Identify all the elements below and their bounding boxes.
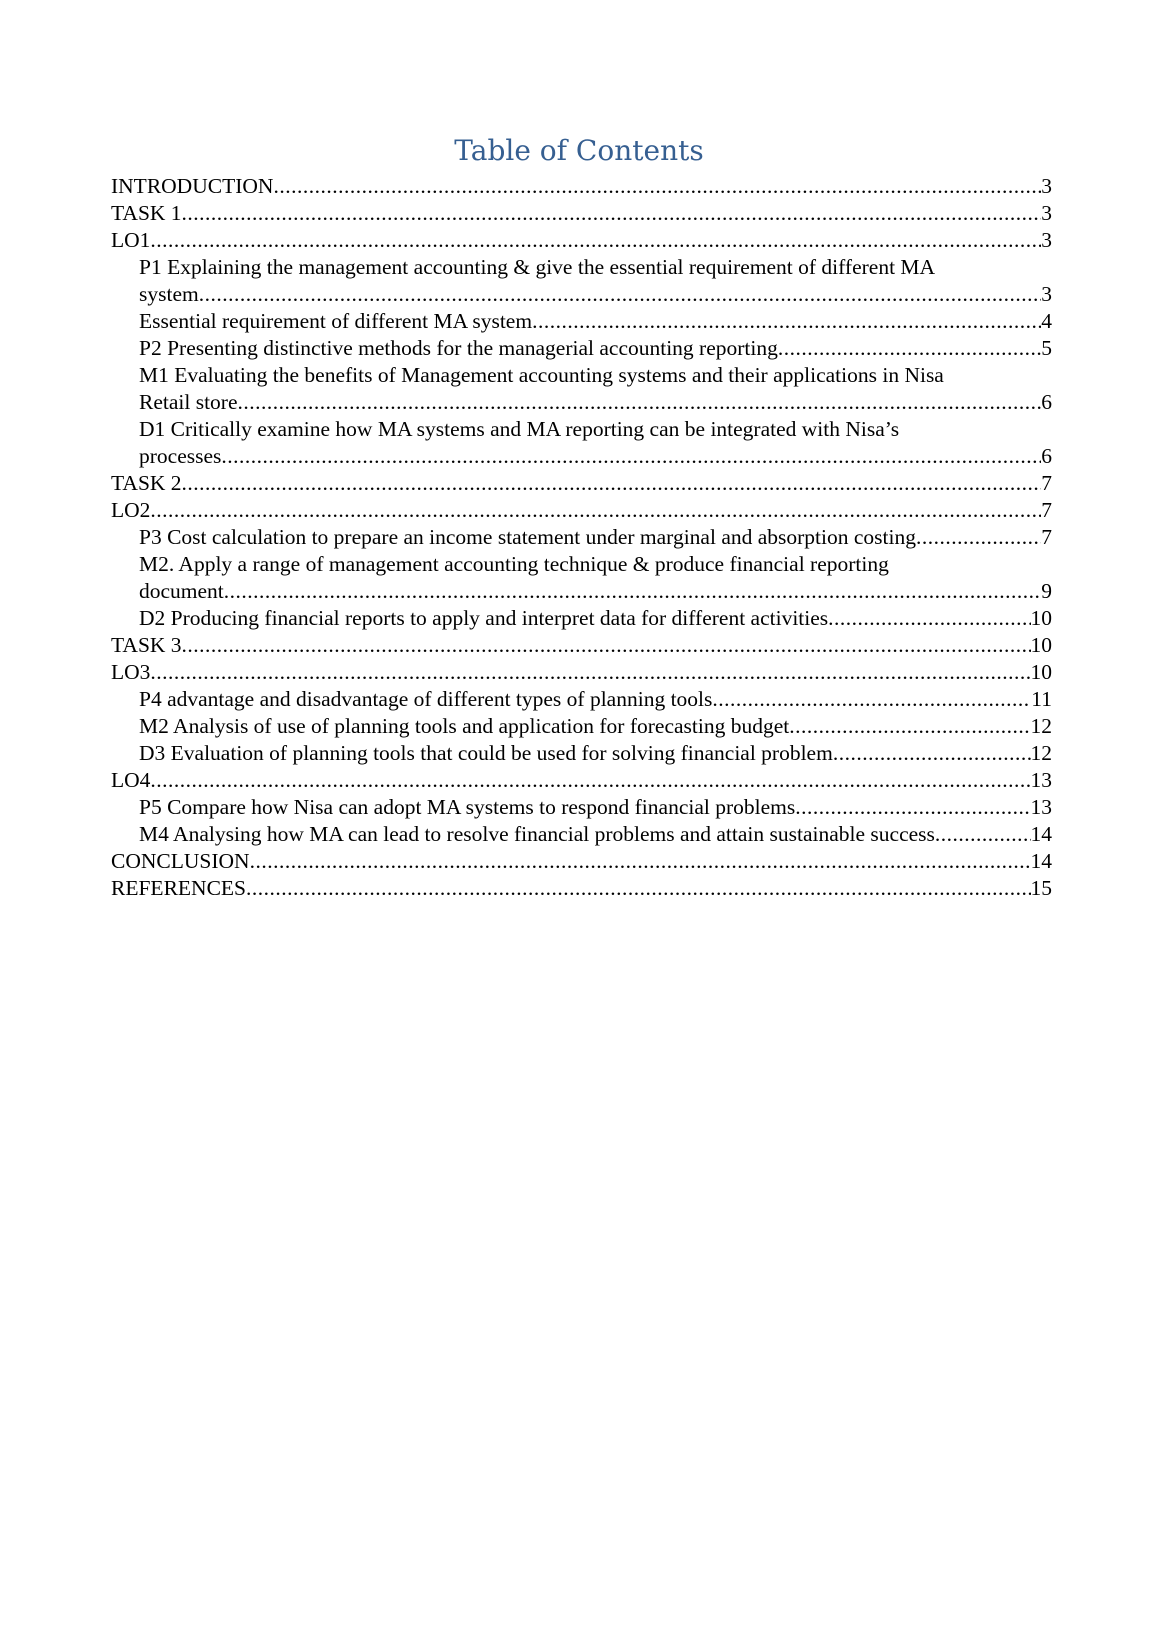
toc-title: Table of Contents — [454, 134, 704, 167]
toc-page-number: 3 — [1041, 282, 1052, 306]
toc-entry-text: TASK 1 — [111, 201, 182, 225]
toc-page-number: 10 — [1030, 606, 1052, 630]
toc-page-number: 13 — [1030, 795, 1052, 819]
toc-entry-text: system — [139, 282, 199, 306]
toc-entry[interactable] — [111, 632, 1052, 659]
toc-entry[interactable] — [111, 551, 1052, 605]
toc-entry[interactable] — [111, 821, 1052, 848]
toc-dot-leader — [150, 767, 1030, 794]
toc-page-number: 15 — [1030, 876, 1052, 900]
toc-entry-text: M4 Analysing how MA can lead to resolve financial problems and attain sustainable success — [139, 822, 935, 846]
toc-entry-text-line1: P1 Explaining the management accounting & give the essential requirement of different MA — [139, 255, 936, 279]
toc-dot-leader — [532, 308, 1041, 335]
toc-entry-text-line1: D1 Critically examine how MA systems and MA reporting can be integrated with Nisa’s — [139, 417, 900, 441]
toc-page-number: 9 — [1041, 579, 1052, 603]
toc-dot-leader — [712, 686, 1031, 713]
toc-page-number: 6 — [1041, 444, 1052, 468]
toc-dot-leader — [250, 848, 1031, 875]
toc-entry-text: LO1 — [111, 228, 151, 252]
toc-page-number: 7 — [1041, 498, 1052, 522]
toc-dot-leader — [795, 794, 1030, 821]
toc-dot-leader — [246, 875, 1031, 902]
toc-entry[interactable] — [111, 254, 1052, 308]
toc-entry-text: D2 Producing financial reports to apply and interpret data for different activities — [139, 606, 829, 630]
toc-entry[interactable] — [111, 308, 1052, 335]
toc-page-number: 10 — [1030, 633, 1052, 657]
toc-page-number: 11 — [1031, 687, 1052, 711]
toc-entry[interactable] — [111, 713, 1052, 740]
toc-page-number: 3 — [1041, 228, 1052, 252]
toc-page-number: 7 — [1041, 471, 1052, 495]
toc-entry-text: P3 Cost calculation to prepare an income statement under marginal and absorption costing — [139, 525, 916, 549]
toc-entry[interactable] — [111, 470, 1052, 497]
toc-dot-leader — [778, 335, 1041, 362]
toc-page-number: 10 — [1030, 660, 1052, 684]
toc-entry[interactable] — [111, 335, 1052, 362]
toc-list — [111, 173, 1052, 902]
toc-entry[interactable] — [111, 524, 1052, 551]
toc-entry-text: D3 Evaluation of planning tools that could be used for solving financial problem — [139, 741, 833, 765]
toc-page-number: 3 — [1041, 201, 1052, 225]
toc-entry[interactable] — [111, 605, 1052, 632]
toc-dot-leader — [182, 470, 1042, 497]
toc-page-number: 12 — [1030, 714, 1052, 738]
toc-entry[interactable] — [111, 173, 1052, 200]
toc-dot-leader — [150, 659, 1030, 686]
toc-entry-text: INTRODUCTION — [111, 174, 274, 198]
toc-page-number: 3 — [1041, 174, 1052, 198]
toc-entry[interactable] — [111, 227, 1052, 254]
toc-entry[interactable] — [111, 740, 1052, 767]
toc-entry-text: TASK 3 — [111, 633, 182, 657]
toc-entry[interactable] — [111, 497, 1052, 524]
toc-entry-text: Retail store — [139, 390, 238, 414]
toc-page-number: 5 — [1041, 336, 1052, 360]
toc-dot-leader — [828, 605, 1030, 632]
toc-dot-leader — [150, 497, 1041, 524]
toc-dot-leader — [221, 443, 1041, 470]
toc-entry-text: M2 Analysis of use of planning tools and application for forecasting budget — [139, 714, 790, 738]
toc-dot-leader — [789, 713, 1030, 740]
toc-entry-text: LO4 — [111, 768, 151, 792]
toc-dot-leader — [238, 389, 1042, 416]
toc-entry[interactable] — [111, 362, 1052, 416]
toc-entry-text: P4 advantage and disadvantage of different types of planning tools — [139, 687, 713, 711]
toc-entry[interactable] — [111, 686, 1052, 713]
toc-entry-text: P5 Compare how Nisa can adopt MA systems to respond financial problems — [139, 795, 796, 819]
toc-entry-text: CONCLUSION — [111, 849, 250, 873]
toc-page-number: 12 — [1030, 741, 1052, 765]
toc-entry-text: document — [139, 579, 224, 603]
toc-entry-text: LO2 — [111, 498, 151, 522]
toc-entry-text-line1: M2. Apply a range of management accounting technique & produce financial reporting — [139, 552, 889, 576]
toc-entry-text-line1: M1 Evaluating the benefits of Management accounting systems and their applications in Nisa — [139, 363, 944, 387]
toc-page-number: 14 — [1030, 822, 1052, 846]
toc-page-number: 6 — [1041, 390, 1052, 414]
toc-entry[interactable] — [111, 200, 1052, 227]
toc-entry-text: Essential requirement of different MA system — [139, 309, 533, 333]
toc-entry-text: P2 Presenting distinctive methods for the managerial accounting reporting — [139, 336, 778, 360]
toc-dot-leader — [150, 227, 1041, 254]
toc-page-number: 13 — [1030, 768, 1052, 792]
toc-dot-leader — [916, 524, 1041, 551]
toc-dot-leader — [833, 740, 1031, 767]
toc-entry-text: TASK 2 — [111, 471, 182, 495]
toc-entry[interactable] — [111, 848, 1052, 875]
toc-entry-text: processes — [139, 444, 222, 468]
toc-entry[interactable] — [111, 794, 1052, 821]
toc-page-number: 14 — [1030, 849, 1052, 873]
toc-page-number: 4 — [1041, 309, 1052, 333]
toc-dot-leader — [224, 578, 1041, 605]
toc-page-number: 7 — [1041, 525, 1052, 549]
toc-dot-leader — [273, 173, 1041, 200]
toc-entry-text: LO3 — [111, 660, 151, 684]
toc-dot-leader — [935, 821, 1031, 848]
toc-dot-leader — [182, 632, 1031, 659]
toc-dot-leader — [182, 200, 1042, 227]
toc-entry[interactable] — [111, 767, 1052, 794]
toc-entry-text: REFERENCES — [111, 876, 246, 900]
toc-entry[interactable] — [111, 659, 1052, 686]
toc-entry[interactable] — [111, 416, 1052, 470]
toc-dot-leader — [199, 281, 1042, 308]
toc-entry[interactable] — [111, 875, 1052, 902]
